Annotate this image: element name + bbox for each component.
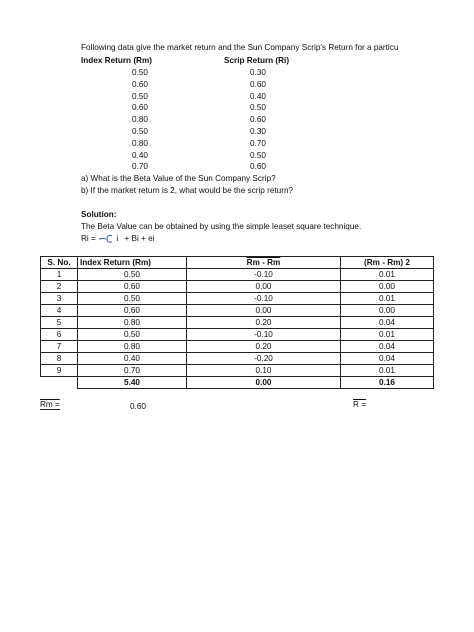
table-row [41,365,434,377]
intro-rm-value: 0.80 [132,115,148,125]
cell-index-return: 0.40 [78,353,187,365]
intro-ri-value: 0.60 [250,79,266,89]
intro-ri-value: 0.50 [250,150,266,160]
table-row [41,353,434,365]
cell-deviation-squared: 0.00 [341,305,434,317]
intro-rm-value: 0.70 [132,162,148,172]
cell-deviation: -0.10 [187,329,341,341]
table-total-row [41,377,434,389]
header-sno: S. No. [41,257,78,269]
intro-ri-value: 0.50 [250,103,266,113]
intro-rm-value: 0.60 [132,79,148,89]
cell-deviation-squared: 0.01 [341,269,434,281]
cell-index-return: 0.50 [78,329,187,341]
table-row [41,341,434,353]
solution-text: The Beta Value can be obtained by using the simple leaset square technique. [81,222,362,231]
formula [81,233,155,244]
cell-deviation-squared: 0.00 [341,281,434,293]
total-cell-deviation: 0.00 [187,377,341,389]
cell-sno: 9 [41,365,78,377]
table-row [41,317,434,329]
table-row [41,269,434,281]
cell-index-return: 0.60 [78,305,187,317]
header-index-return: Index Return (Rm) [78,257,187,269]
total-blank-cell [41,377,78,389]
alpha-symbol-icon [98,234,114,243]
cell-deviation-squared: 0.01 [341,293,434,305]
cell-deviation: 0.20 [187,341,341,353]
cell-deviation-squared: 0.01 [341,365,434,377]
table-row [41,281,434,293]
intro-ri-value: 0.60 [250,115,266,125]
cell-deviation-squared: 0.04 [341,353,434,365]
cell-sno: 4 [41,305,78,317]
cell-deviation: 0.20 [187,317,341,329]
intro-rm-value: 0.60 [132,103,148,113]
table-header-row [41,257,434,269]
cell-index-return: 0.80 [78,341,187,353]
cell-index-return: 0.60 [78,281,187,293]
intro-ri-value: 0.40 [250,91,266,101]
rm-mean-label: Rm = [40,400,60,409]
cell-sno: 7 [41,341,78,353]
rm-mean-value: 0.60 [130,402,146,411]
cell-index-return: 0.50 [78,269,187,281]
cell-deviation: -0.10 [187,293,341,305]
question-a: a) What is the Beta Value of the Sun Company Scrip? [81,174,276,183]
total-cell-deviation-squared: 0.16 [341,377,434,389]
col-ri-label: Scrip Return (Ri) [224,56,290,65]
cell-deviation-squared: 0.04 [341,341,434,353]
r-mean-label: R = [353,400,366,409]
formula-rest: + Bi + ei [124,234,155,243]
header-rm-minus-rm-squared: (Rm - Rm) 2 [341,257,434,269]
intro-ri-value: 0.30 [250,127,266,136]
intro-rm-value: 0.80 [132,138,148,148]
cell-index-return: 0.80 [78,317,187,329]
cell-deviation: -0.10 [187,269,341,281]
header-rm-minus-rm: Rm - Rm [187,257,341,269]
cell-deviation-squared: 0.04 [341,317,434,329]
solution-label: Solution: [81,210,117,219]
cell-deviation: 0.00 [187,305,341,317]
cell-index-return: 0.50 [78,293,187,305]
cell-sno: 2 [41,281,78,293]
cell-sno: 3 [41,293,78,305]
cell-sno: 5 [41,317,78,329]
table-row [41,329,434,341]
cell-deviation: 0.00 [187,281,341,293]
total-cell-index-return: 5.40 [78,377,187,389]
beta-calculation-table [40,256,434,389]
formula-left: Ri = [81,234,96,243]
intro-rm-value: 0.50 [132,91,148,101]
intro-ri-value: 0.60 [250,162,266,172]
cell-deviation-squared: 0.01 [341,329,434,341]
question-b: b) If the market return is 2, what would be the scrip return? [81,186,294,195]
intro-heading: Following data give the market return and the Sun Company Scrip's Return for a particu [81,43,399,52]
table-row [41,293,434,305]
cell-sno: 8 [41,353,78,365]
intro-ri-value: 0.30 [250,68,266,77]
cell-sno: 1 [41,269,78,281]
cell-index-return: 0.70 [78,365,187,377]
col-rm-label: Index Return (Rm) [81,56,152,65]
intro-rm-value: 0.50 [132,127,148,136]
cell-deviation: 0.10 [187,365,341,377]
intro-rm-value: 0.40 [132,150,148,160]
table-row [41,305,434,317]
formula-i: i [116,234,119,243]
intro-rm-value: 0.50 [132,68,148,77]
cell-sno: 6 [41,329,78,341]
intro-ri-value: 0.70 [250,138,266,148]
cell-deviation: -0.20 [187,353,341,365]
